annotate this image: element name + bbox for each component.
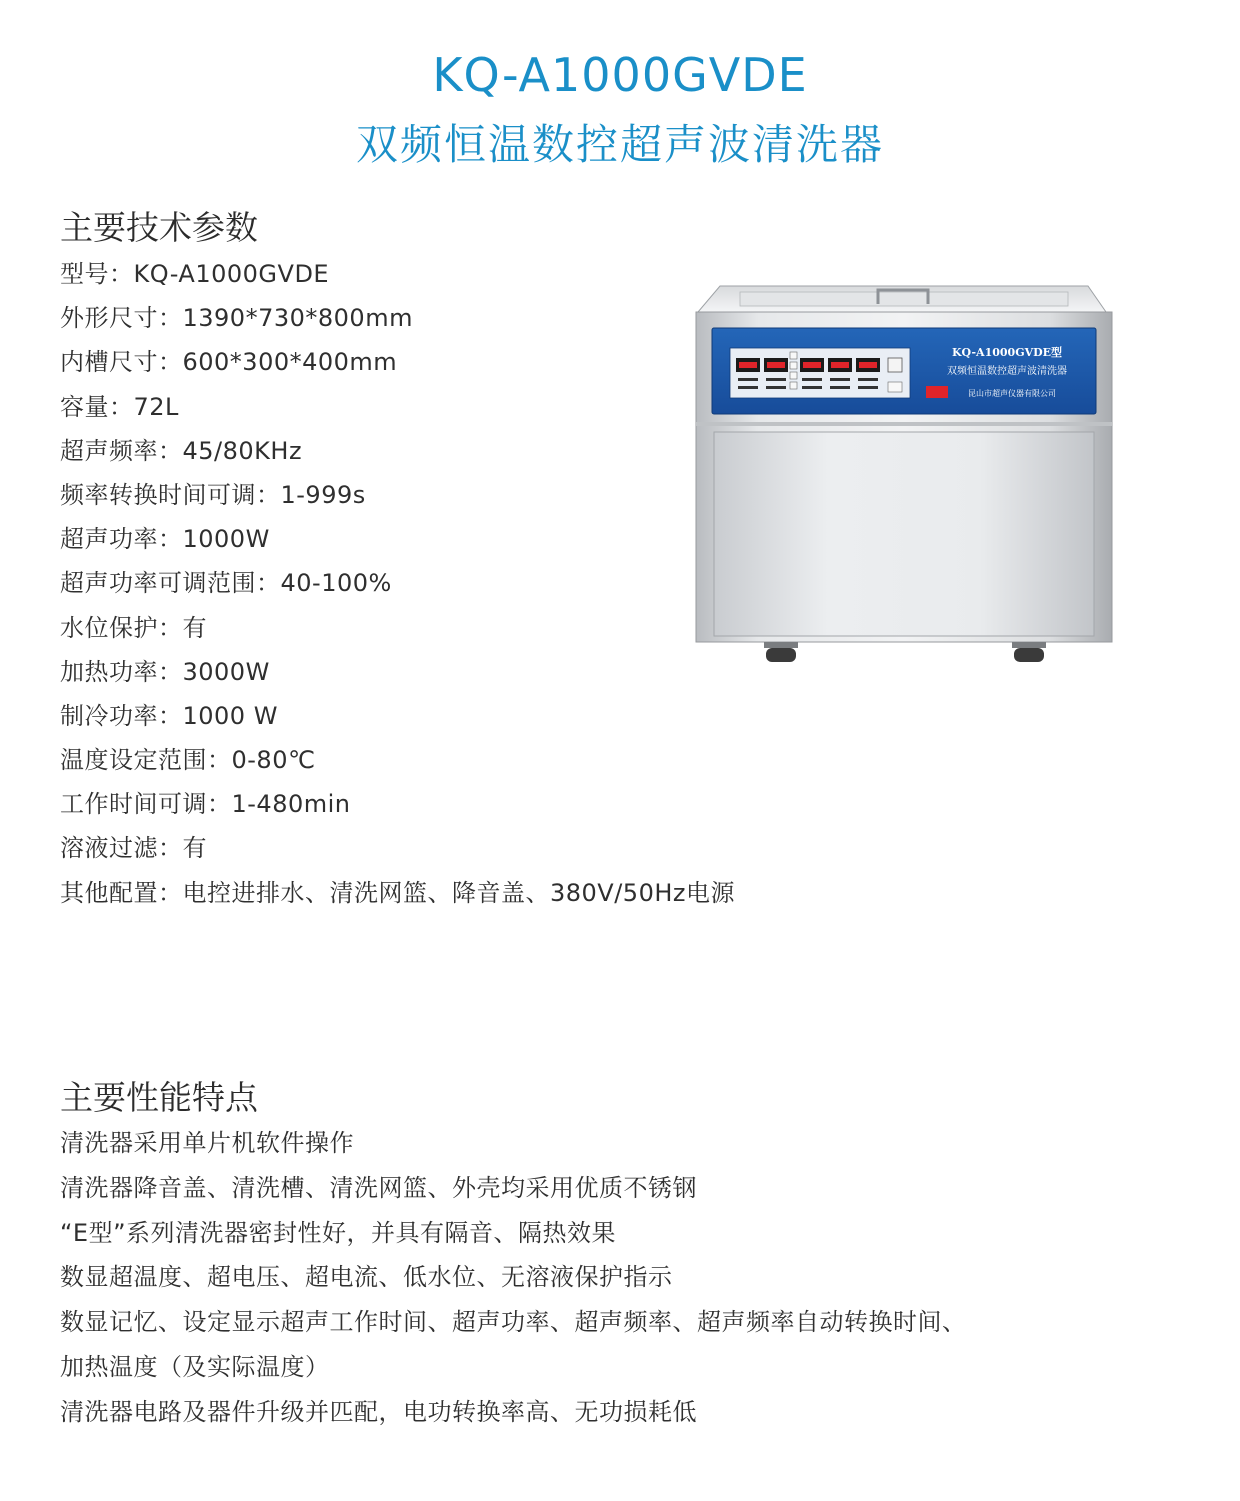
spec-item-inner-size: 内槽尺寸：600*300*400mm — [60, 348, 398, 377]
feature-item-memory: 数显记忆、设定显示超声工作时间、超声功率、超声频率、超声频率自动转换时间、 — [60, 1308, 967, 1337]
feature-item-circuit: 清洗器电路及器件升级并匹配，电功转换率高、无功损耗低 — [60, 1397, 697, 1426]
feature-item-mcu: 清洗器采用单片机软件操作 — [60, 1129, 354, 1157]
logo-mark — [926, 386, 948, 398]
feature-item-sealing: “E型”系列清洗器密封性好，并具有隔音、隔热效果 — [60, 1218, 617, 1247]
feature-item-heating-temp: 加热温度（及实际温度） — [60, 1352, 330, 1381]
model-title: KQ-A1000GVDE — [432, 48, 808, 102]
specs-list — [60, 252, 735, 915]
feature-item-steel: 清洗器降音盖、清洗槽、清洗网篮、外壳均采用优质不锈钢 — [60, 1173, 697, 1202]
machine-door — [714, 432, 1094, 636]
feature-item-protection: 数显超温度、超电压、超电流、低水位、无溶液保护指示 — [60, 1263, 673, 1292]
spec-item-switch-time: 频率转换时间可调：1-999s — [60, 480, 366, 509]
spec-item-filtration: 溶液过滤：有 — [60, 834, 207, 863]
spec-item-work-time: 工作时间可调：1-480min — [60, 790, 351, 819]
spec-item-capacity: 容量：72L — [60, 392, 179, 421]
caster-left — [764, 642, 798, 662]
panel-company-label: 昆山市超声仪器有限公司 — [968, 389, 1056, 398]
product-image — [692, 282, 1116, 668]
product-title: 双频恒温数控超声波清洗器 — [355, 120, 884, 169]
spec-item-water-protection: 水位保护：有 — [60, 613, 207, 642]
features-heading: 主要性能特点 — [60, 1078, 258, 1117]
specs-heading: 主要技术参数 — [60, 208, 258, 247]
spec-item-other-config: 其他配置：电控进排水、清洗网篮、降音盖、380V/50Hz电源 — [60, 878, 735, 907]
features-list — [60, 1121, 967, 1435]
spec-item-outer-size: 外形尺寸：1390*730*800mm — [60, 304, 413, 333]
spec-item-model: 型号：KQ-A1000GVDE — [60, 260, 330, 288]
panel-model-label: KQ-A1000GVDE型 — [951, 346, 1063, 359]
panel-name-label: 双频恒温数控超声波清洗器 — [947, 366, 1067, 377]
caster-right — [1012, 642, 1046, 662]
spec-item-heating-power: 加热功率：3000W — [60, 657, 270, 686]
spec-item-temp-range: 温度设定范围：0-80℃ — [60, 746, 316, 775]
spec-item-frequency: 超声频率：45/80KHz — [60, 436, 303, 465]
spec-item-power-range: 超声功率可调范围：40-100% — [60, 569, 392, 598]
spec-item-power: 超声功率：1000W — [60, 525, 270, 554]
spec-item-cooling-power: 制冷功率：1000 W — [60, 701, 278, 730]
